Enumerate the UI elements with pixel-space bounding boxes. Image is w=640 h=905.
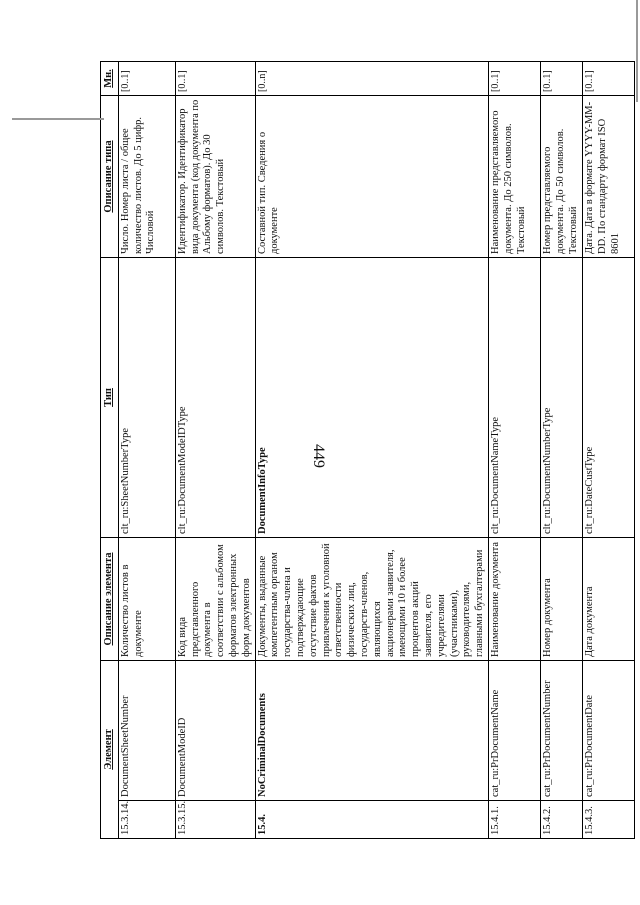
header-type-description: Описание типа <box>101 96 119 258</box>
row-multiplicity: [0..n] <box>255 62 488 96</box>
header-type: Тип <box>101 258 119 538</box>
row-multiplicity: [0..1] <box>175 62 255 96</box>
row-type: clt_ru:DocumentNumberType <box>540 258 582 538</box>
scan-edge-line <box>636 0 638 102</box>
spec-table <box>100 61 635 839</box>
row-element: cat_ru:PrDocumentDate <box>582 661 634 801</box>
row-type-description: Номер представляемого документа. До 50 символов. Текстовый <box>540 96 582 258</box>
row-multiplicity: [0..1] <box>582 62 634 96</box>
rotated-table-container <box>100 62 621 839</box>
header-description: Описание элемента <box>101 538 119 661</box>
row-num: 15.4. <box>255 801 488 839</box>
row-type: clt_ru:DocumentNameType <box>488 258 540 538</box>
row-description: Количество листов в документе <box>118 538 175 661</box>
table-row <box>255 62 488 839</box>
row-multiplicity: [0..1] <box>118 62 175 96</box>
table-row <box>175 62 255 839</box>
row-description: Дата документа <box>582 538 634 661</box>
row-element: cat_ru:PrDocumentName <box>488 661 540 801</box>
row-type-description: Наименование представляемого документа. До 250 символов. Текстовый <box>488 96 540 258</box>
row-element: DocumentSheetNumber <box>118 661 175 801</box>
row-description: Наименование документа <box>488 538 540 661</box>
row-description: Код вида представленного документа в соответствии с альбомом форматов электронных форм документов <box>175 538 255 661</box>
row-type: clt_ru:SheetNumberType <box>118 258 175 538</box>
row-type-description: Дата. Дата в формате YYYY-MM-DD. По стандарту формат ISO 8601 <box>582 96 634 258</box>
table-row <box>540 62 582 839</box>
row-type: clt_ru:DateCustType <box>582 258 634 538</box>
row-num: 15.3.15. <box>175 801 255 839</box>
row-element: cat_ru:PrDocumentNumber <box>540 661 582 801</box>
row-num: 15.3.14. <box>118 801 175 839</box>
row-num: 15.4.3. <box>582 801 634 839</box>
row-description: Номер документа <box>540 538 582 661</box>
row-num: 15.4.2. <box>540 801 582 839</box>
scan-border-line <box>12 118 104 120</box>
row-num: 15.4.1. <box>488 801 540 839</box>
row-multiplicity: [0..1] <box>540 62 582 96</box>
table-viewport <box>100 62 621 839</box>
header-multiplicity: Мн. <box>101 62 119 96</box>
row-element: NoCriminalDocuments <box>255 661 488 801</box>
row-type-description: Число. Номер листа / общее количество листов. До 5 цифр. Числовой <box>118 96 175 258</box>
header-element: Элемент <box>101 661 119 839</box>
row-type-description: Составной тип. Сведения о документе <box>255 96 488 258</box>
row-type: DocumentInfoType <box>255 258 488 538</box>
table-header-row <box>101 62 119 839</box>
row-type-description: Идентификатор. Идентификатор вида документа (код документа по Альбому форматов). До 30 символов. Текстовый <box>175 96 255 258</box>
table-row <box>118 62 175 839</box>
page-number: 449 <box>310 444 327 468</box>
row-type: clt_ru:DocumentModeIDType <box>175 258 255 538</box>
row-element: DocumentModeID <box>175 661 255 801</box>
table-row <box>582 62 634 839</box>
row-multiplicity: [0..1] <box>488 62 540 96</box>
row-description: Документы, выданные компетентным органом государства-члена и подтверждающие отсутствие фактов привлечения к уголовной ответственности физических лиц, государств-членов, являющихся акционерами заявителя, имеющими 10 и более процентов акций заявителя, его учредителями (участниками), руководителями, главными бухгалтерами <box>255 538 488 661</box>
table-row <box>488 62 540 839</box>
